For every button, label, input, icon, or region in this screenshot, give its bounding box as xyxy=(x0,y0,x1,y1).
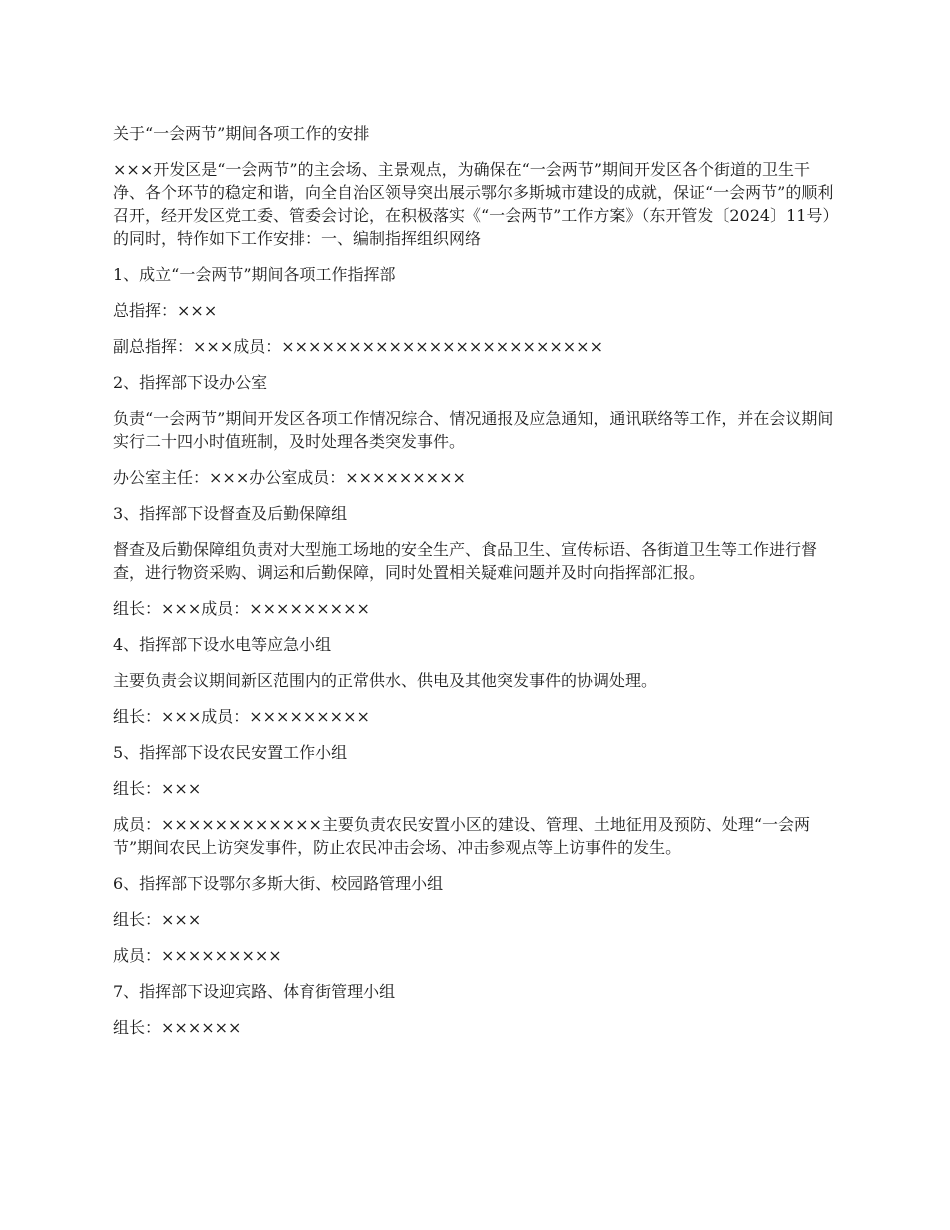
section-heading: 1、成立“一会两节”期间各项工作指挥部 xyxy=(113,265,396,284)
section-heading: 3、指挥部下设督查及后勤保障组 xyxy=(113,504,348,523)
paragraph: 组长：×××成员：××××××××× xyxy=(113,707,370,726)
paragraph: 负责“一会两节”期间开发区各项工作情况综合、情况通报及应急通知，通讯联络等工作，并在会议期间实行二十四小时值班制，及时处理各类突发事件。 xyxy=(113,409,834,451)
section-heading: 2、指挥部下设办公室 xyxy=(113,373,268,392)
paragraph: 督查及后勤保障组负责对大型施工场地的安全生产、食品卫生、宣传标语、各街道卫生等工作进行督查，进行物资采购、调运和后勤保障，同时处置相关疑难问题并及时向指挥部汇报。 xyxy=(113,540,818,582)
document-title: 关于“一会两节”期间各项工作的安排 xyxy=(113,124,370,143)
paragraph: 副总指挥：×××成员：×××××××××××××××××××××××× xyxy=(113,337,603,356)
paragraph: 组长：××× xyxy=(113,910,202,929)
paragraph: 成员：××××××××× xyxy=(113,946,282,965)
paragraph: 总指挥：××× xyxy=(113,301,218,320)
section-heading: 6、指挥部下设鄂尔多斯大街、校园路管理小组 xyxy=(113,874,444,893)
paragraph: 主要负责会议期间新区范围内的正常供水、供电及其他突发事件的协调处理。 xyxy=(113,671,658,690)
paragraph: 成员：××××××××××××主要负责农民安置小区的建设、管理、土地征用及预防、处理“一会两节”期间农民上访突发事件，防止农民冲击会场、冲击参观点等上访事件的发生。 xyxy=(113,815,811,857)
document-body xyxy=(113,122,841,1052)
section-heading: 4、指挥部下设水电等应急小组 xyxy=(113,635,332,654)
paragraph: 组长：××× xyxy=(113,779,202,798)
paragraph: 办公室主任：×××办公室成员：××××××××× xyxy=(113,468,466,487)
paragraph: ×××开发区是“一会两节”的主会场、主景观点，为确保在“一会两节”期间开发区各个街道的卫生干净、各个环节的稳定和谐，向全自治区领导突出展示鄂尔多斯城市建设的成就，保证“一会两节”的顺利召开，经开发区党工委、管委会讨论，在积极落实《“一会两节”工作方案》（东开管发〔2024〕11号）的同时，特作如下工作安排：一、编制指挥组织网络 xyxy=(113,160,839,248)
section-heading: 7、指挥部下设迎宾路、体育街管理小组 xyxy=(113,982,396,1001)
paragraph: 组长：×××××× xyxy=(113,1018,242,1037)
paragraph: 组长：×××成员：××××××××× xyxy=(113,599,370,618)
section-heading: 5、指挥部下设农民安置工作小组 xyxy=(113,743,348,762)
